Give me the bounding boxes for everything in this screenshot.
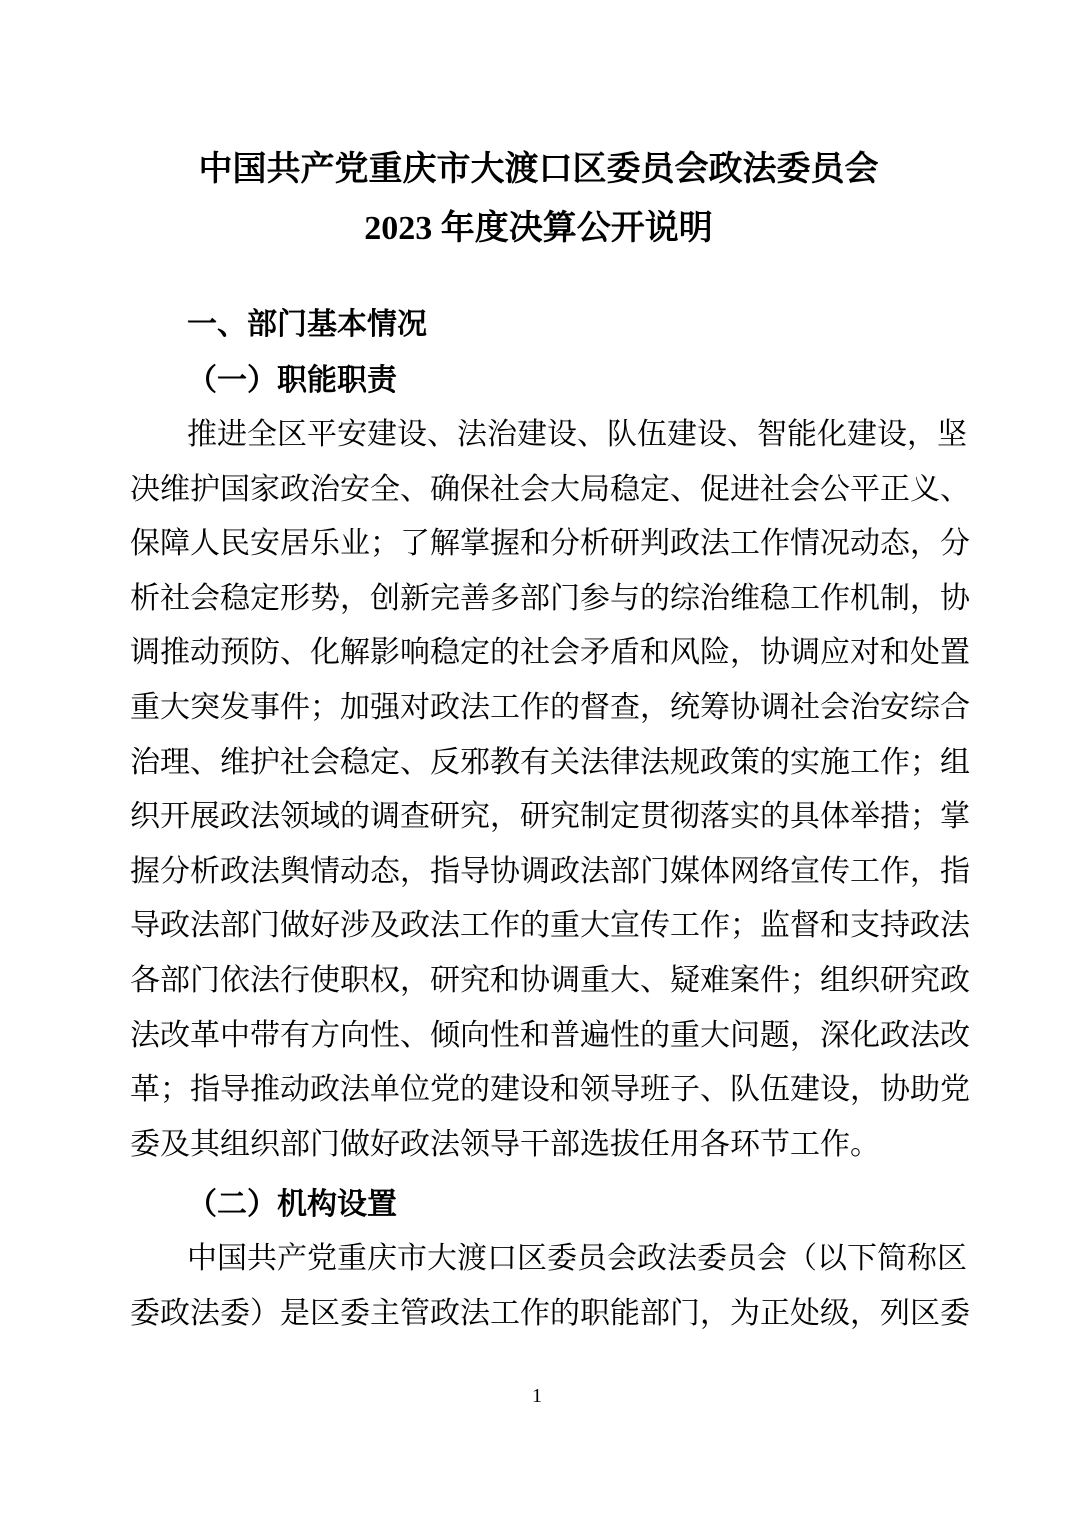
paragraph-line: 决维护国家政治安全、确保社会大局稳定、促进社会公平正义、 bbox=[130, 472, 970, 506]
paragraph-line: 法改革中带有方向性、倾向性和普遍性的重大问题，深化政法改 bbox=[130, 1018, 970, 1052]
page-number: 1 bbox=[532, 1385, 542, 1407]
paragraph-line: 各部门依法行使职权，研究和协调重大、疑难案件；组织研究政 bbox=[130, 963, 970, 997]
paragraph-line: 析社会稳定形势，创新完善多部门参与的综治维稳工作机制，协 bbox=[130, 581, 970, 615]
paragraph-organization bbox=[130, 1232, 970, 1341]
paragraph-line: 委政法委）是区委主管政法工作的职能部门，为正处级，列区委 bbox=[130, 1296, 970, 1330]
paragraph-line: 握分析政法舆情动态，指导协调政法部门媒体网络宣传工作，指 bbox=[130, 854, 970, 888]
paragraph-line: 革；指导推动政法单位党的建设和领导班子、队伍建设，协助党 bbox=[130, 1073, 970, 1107]
document-title-line-1: 中国共产党重庆市大渡口区委员会政法委员会 bbox=[198, 151, 879, 188]
paragraph-line: 委及其组织部门做好政法领导干部选拔任用各环节工作。 bbox=[130, 1127, 880, 1161]
document-title bbox=[130, 140, 947, 258]
document-title-line-2: 2023 年度决算公开说明 bbox=[364, 210, 713, 247]
paragraph-line: 织开展政法领域的调查研究，研究制定贯彻落实的具体举措；掌 bbox=[130, 800, 970, 834]
paragraph-line: 导政法部门做好涉及政法工作的重大宣传工作；监督和支持政法 bbox=[130, 909, 970, 943]
paragraph-line: 治理、维护社会稳定、反邪教有关法律法规政策的实施工作；组 bbox=[130, 745, 970, 779]
paragraph-line: 重大突发事件；加强对政法工作的督查，统筹协调社会治安综合 bbox=[130, 690, 970, 724]
subsection-heading-1: （一）职能职责 bbox=[187, 364, 397, 397]
paragraph-line: 保障人民安居乐业；了解掌握和分析研判政法工作情况动态，分 bbox=[130, 527, 970, 561]
paragraph-line: 中国共产党重庆市大渡口区委员会政法委员会（以下简称区 bbox=[187, 1242, 967, 1276]
paragraph-duties bbox=[130, 408, 970, 1172]
paragraph-line: 调推动预防、化解影响稳定的社会矛盾和风险，协调应对和处置 bbox=[130, 636, 970, 670]
section-heading-1: 一、部门基本情况 bbox=[187, 308, 427, 341]
paragraph-line: 推进全区平安建设、法治建设、队伍建设、智能化建设，坚 bbox=[187, 418, 967, 451]
subsection-heading-2: （二）机构设置 bbox=[187, 1188, 397, 1222]
